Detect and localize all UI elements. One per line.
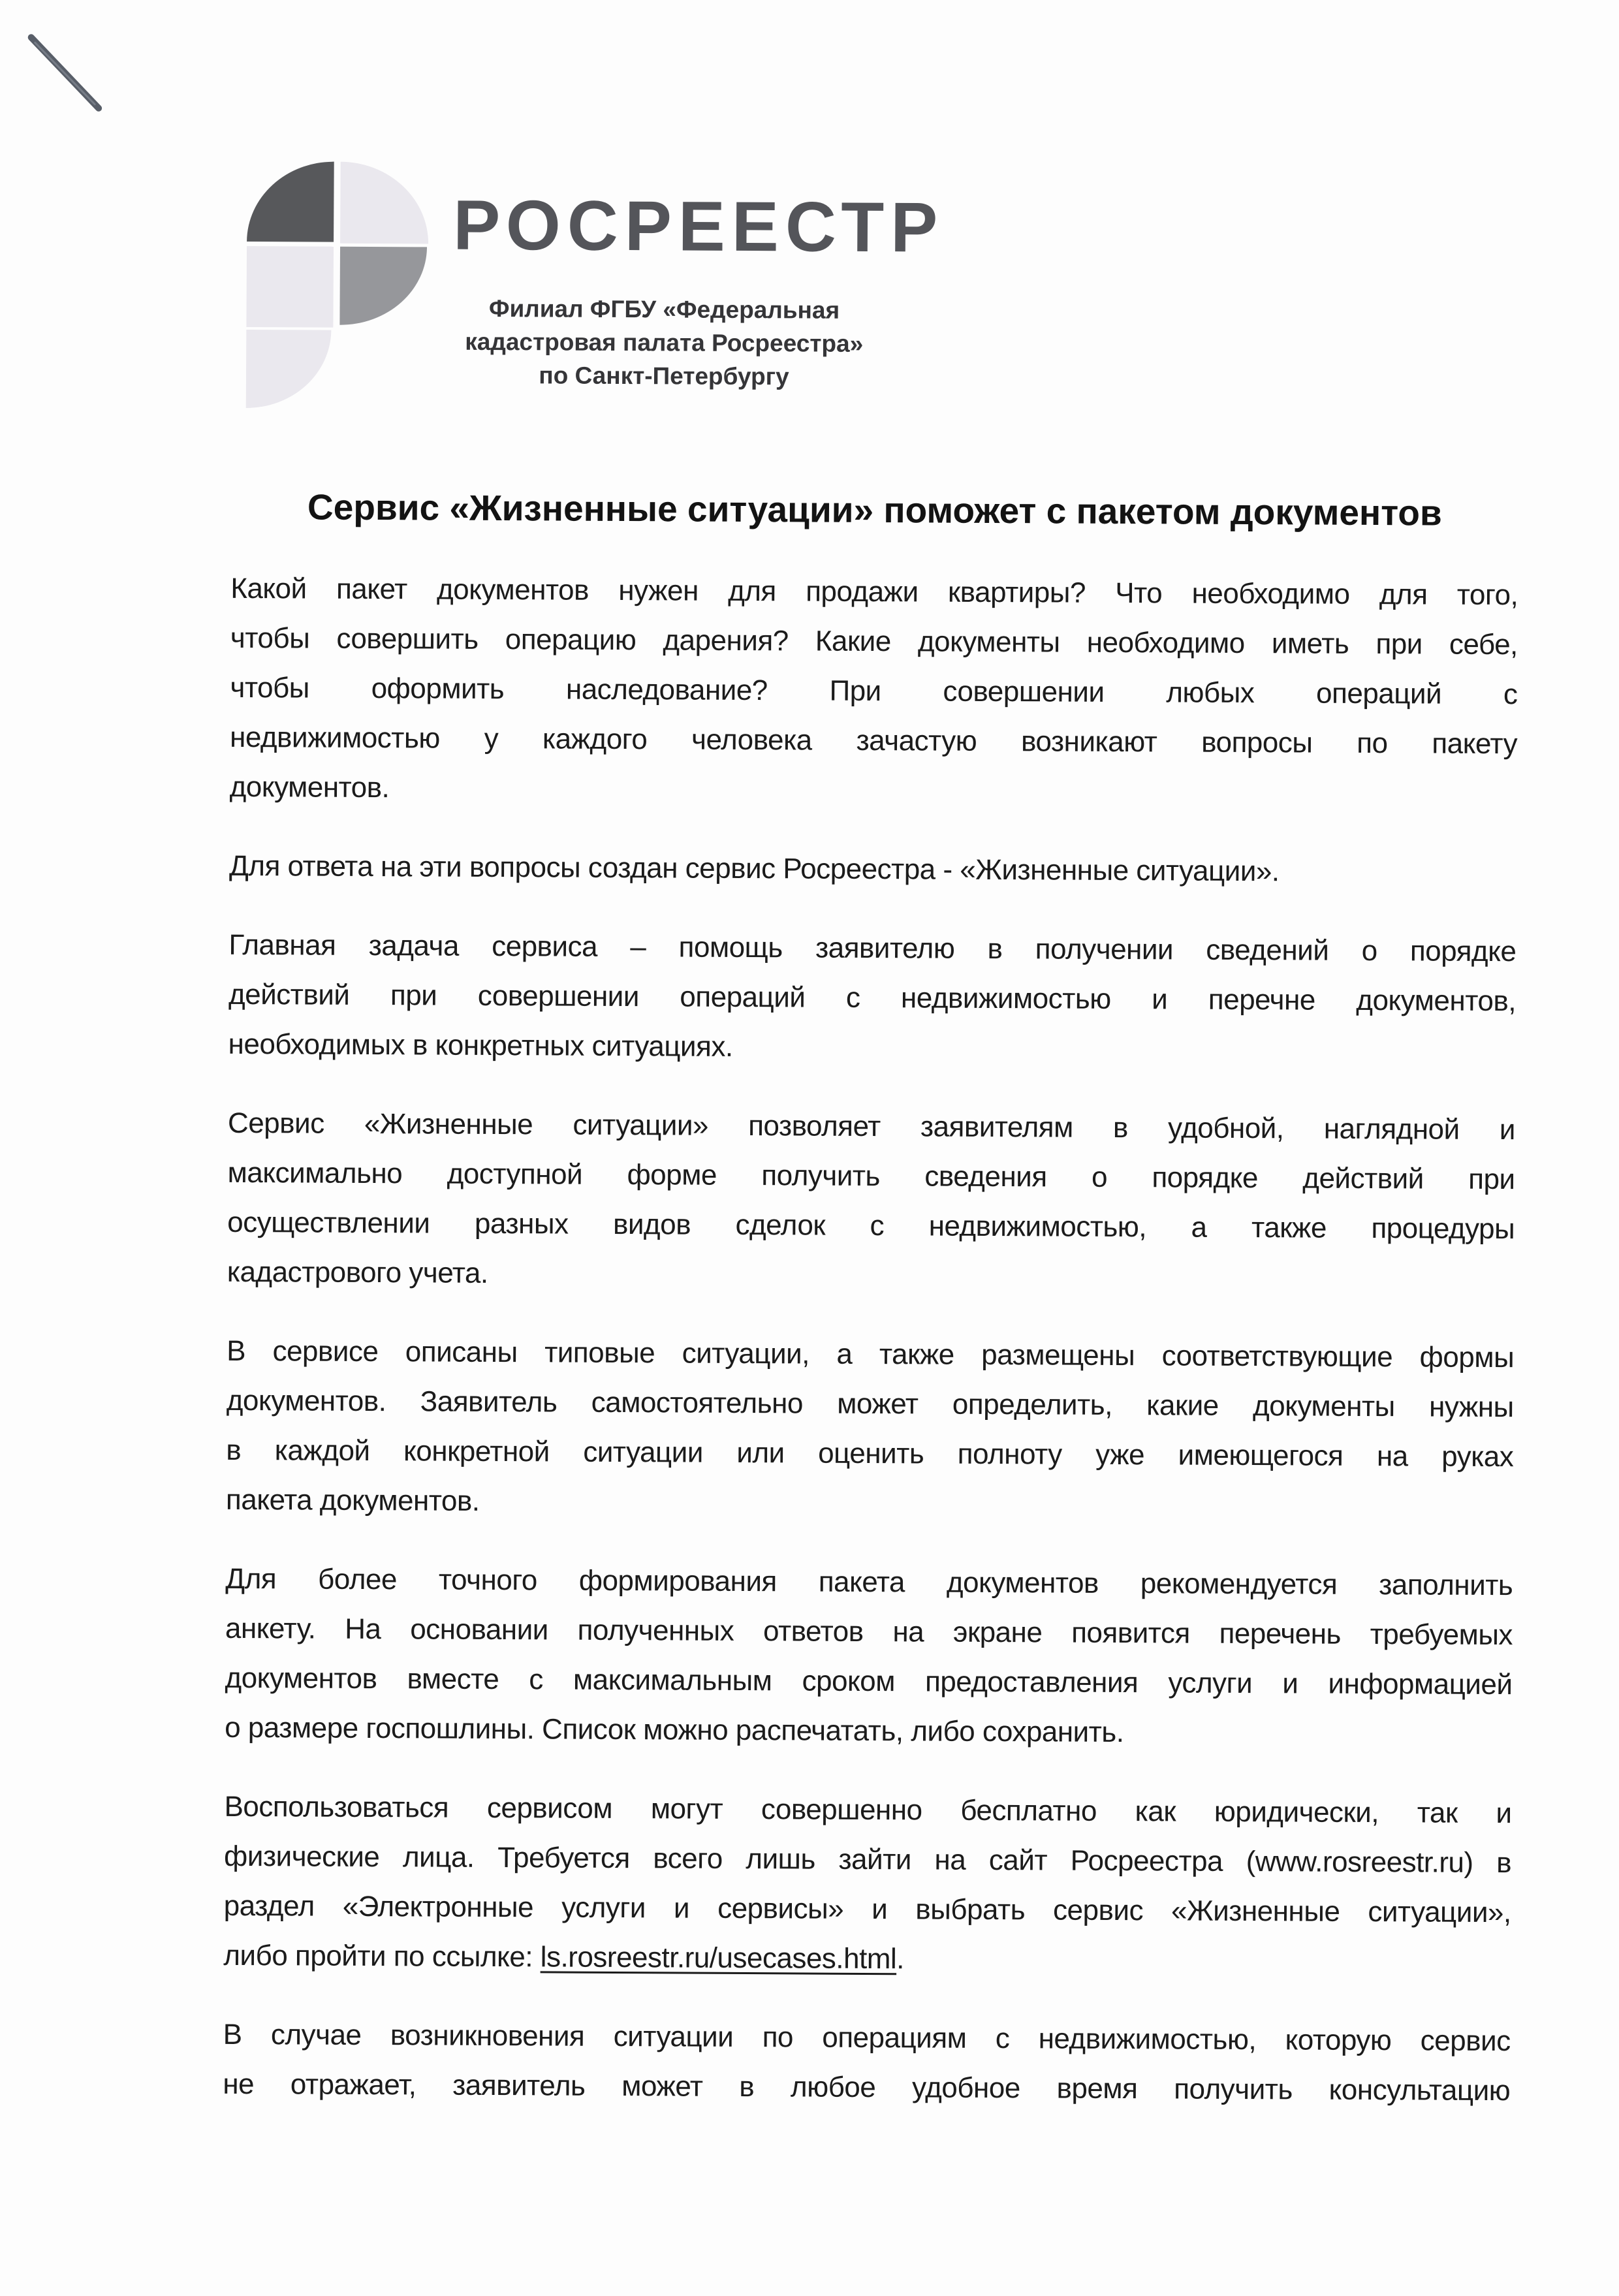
paragraph xyxy=(225,1554,1513,1759)
text-line: кадастрового учета. xyxy=(227,1255,488,1289)
paragraph xyxy=(223,1782,1512,1987)
logo-quadrant-light-bottom-icon xyxy=(246,330,332,409)
usecases-link: ls.rosreestr.ru/usecases.html xyxy=(540,1941,897,1975)
text-line: о размере госпошлины. Список можно распечатать, либо сохранить. xyxy=(225,1711,1124,1749)
org-caption-line: по Санкт-Петербургу xyxy=(539,362,789,390)
text-line: Для ответа на эти вопросы создан сервис Росреестра - «Жизненные ситуации». xyxy=(228,849,1280,888)
text-line: недвижимостью у каждого человека зачастую возникают вопросы по пакету xyxy=(229,721,1518,761)
link-prefix-text: либо пройти по ссылке: xyxy=(223,1939,541,1974)
paragraph xyxy=(228,920,1516,1076)
article-body xyxy=(223,564,1518,2116)
text-line: максимально доступной форме получить сведения о порядке действий при xyxy=(227,1156,1515,1196)
text-line: чтобы совершить операцию дарения? Какие документы необходимо иметь при себе, xyxy=(230,621,1518,661)
text-line: В сервисе описаны типовые ситуации, а также размещены соответствующие формы xyxy=(227,1334,1515,1374)
text-line: не отражает, заявитель может в любое удобное время получить консультацию xyxy=(223,2068,1511,2107)
org-caption xyxy=(416,291,913,394)
logo-quadrant-gray-icon xyxy=(339,247,427,326)
text-line: Сервис «Жизненные ситуации» позволяет заявителям в удобной, наглядной и xyxy=(227,1107,1516,1146)
text-line: Для более точного формирования пакета документов рекомендуется заполнить xyxy=(225,1562,1513,1602)
text-line: документов вместе с максимальным сроком предоставления услуги и информацией xyxy=(225,1661,1513,1701)
text-line: документов. Заявитель самостоятельно может определить, какие документы нужны xyxy=(226,1384,1514,1424)
text-line: анкету. На основании полученных ответов на экране появится перечень требуемых xyxy=(225,1612,1513,1652)
text-line: в каждой конкретной ситуации или оценить полноту уже имеющегося на руках xyxy=(226,1434,1514,1473)
text-line xyxy=(223,1931,1511,1987)
text-line: физические лица. Требуется всего лишь зайти на сайт Росреестра (www.rosreestr.ru) в xyxy=(223,1840,1512,1879)
text-line: Воспользоваться сервисом могут совершенно бесплатно как юридически, так и xyxy=(224,1790,1512,1830)
logo-square-light-icon xyxy=(246,246,334,328)
text-line: осуществлении разных видов сделок с недвижимостью, а также процедуры xyxy=(227,1206,1515,1246)
text-line: Какой пакет документов нужен для продажи квартиры? Что необходимо для того, xyxy=(230,572,1518,612)
paragraph xyxy=(229,564,1518,819)
text-line: Главная задача сервиса – помощь заявителю в получении сведений о порядке xyxy=(228,928,1517,968)
logo-quadrant-light-top-icon xyxy=(340,162,429,244)
org-name: РОСРЕЕСТР xyxy=(452,185,945,267)
text-line: действий при совершении операций с недвижимостью и перечне документов, xyxy=(228,978,1517,1018)
paragraph xyxy=(229,841,1517,898)
text-line: документов. xyxy=(229,770,390,804)
paragraph xyxy=(223,2010,1511,2116)
paragraph xyxy=(227,1099,1516,1304)
text-line: раздел «Электронные услуги и сервисы» и выбрать сервис «Жизненные ситуации», xyxy=(223,1889,1511,1929)
text-line: необходимых в конкретных ситуациях. xyxy=(228,1028,733,1063)
text-line: пакета документов. xyxy=(225,1483,480,1517)
logo-quadrant-dark-icon xyxy=(247,161,334,242)
link-suffix-text: . xyxy=(896,1943,905,1975)
rosreestr-logo xyxy=(246,161,437,414)
pen-scratch-artifact xyxy=(19,23,137,141)
article-title: Сервис «Жизненные ситуации» поможет с пакетом документов xyxy=(307,486,1442,533)
org-caption-line: Филиал ФГБУ «Федеральная xyxy=(488,294,840,324)
org-caption-line: кадастровая палата Росреестра» xyxy=(465,328,864,357)
text-line: чтобы оформить наследование? При совершении любых операций с xyxy=(230,671,1518,711)
paragraph xyxy=(226,1327,1515,1532)
text-line: В случае возникновения ситуации по операциям с недвижимостью, которую сервис xyxy=(223,2018,1511,2058)
